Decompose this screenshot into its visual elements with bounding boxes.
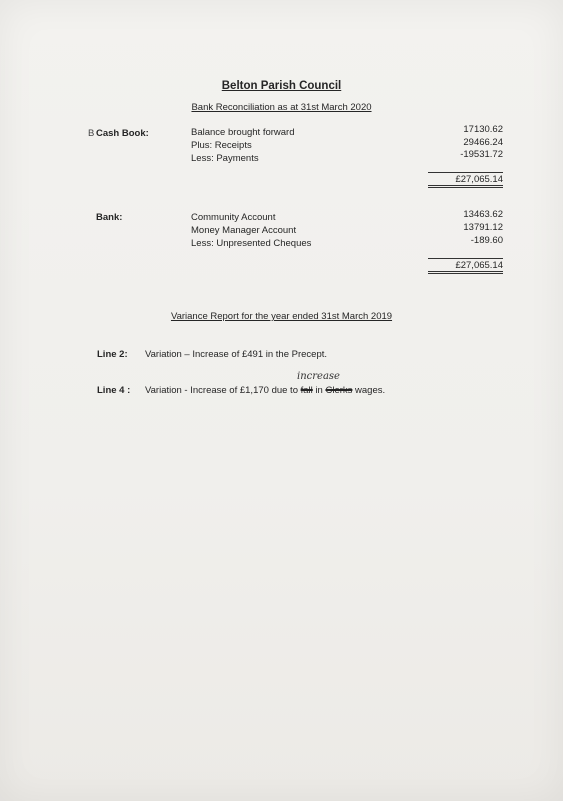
bank-row-desc: Less: Unpresented Cheques: [191, 238, 312, 249]
bank-row-desc: Money Manager Account: [191, 225, 297, 236]
variance-report-title: Variance Report for the year ended 31st March 2019: [170, 311, 393, 322]
bank-total: £27,065.14: [428, 258, 503, 274]
handwritten-correction: increase: [297, 371, 340, 382]
page-subtitle: Bank Reconciliation as at 31st March 2020: [191, 102, 372, 113]
variance-line4-text-before: Variation - Increase of £1,170 due to: [145, 385, 301, 396]
struck-word-fall: fall: [300, 385, 313, 396]
variance-line4-label: Line 4 :: [97, 385, 131, 396]
cash-book-row-desc: Balance brought forward: [191, 127, 295, 138]
bank-row-amount: 13791.12: [463, 222, 503, 233]
cash-book-row-amount: 17130.62: [463, 124, 503, 135]
variance-line4-text-after: wages.: [352, 385, 386, 396]
variance-line2-label: Line 2:: [97, 349, 128, 360]
page-title: Belton Parish Council: [221, 80, 342, 92]
cash-book-row-amount: 29466.24: [463, 137, 503, 148]
cash-book-row-desc: Less: Payments: [191, 153, 259, 164]
bank-row-amount: -189.60: [470, 235, 503, 246]
variance-line2-text: Variation – Increase of £491 in the Precept.: [145, 349, 328, 360]
bank-row-amount: 13463.62: [463, 209, 503, 220]
struck-word-clerks: Clerks: [325, 385, 353, 396]
bank-row-desc: Community Account: [191, 212, 276, 223]
variance-line4-text-middle: in: [312, 385, 326, 396]
variance-line4-text: [145, 385, 385, 396]
cash-book-label: Cash Book:: [96, 128, 149, 139]
cash-book-row-desc: Plus: Receipts: [191, 140, 252, 151]
cash-book-row-amount: -19531.72: [460, 149, 503, 160]
cash-book-prefix-mark: B: [88, 128, 95, 139]
bank-label: Bank:: [96, 212, 123, 223]
cash-book-total: £27,065.14: [428, 172, 503, 188]
